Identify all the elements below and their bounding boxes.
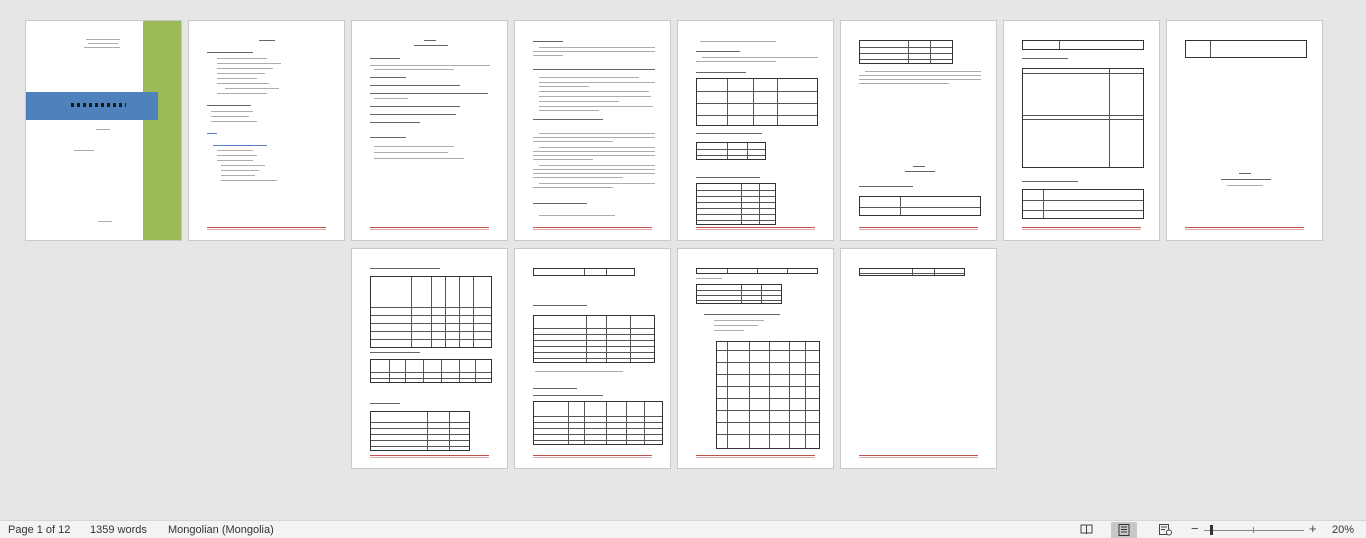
- page-thumbnail-5[interactable]: [677, 20, 834, 241]
- zoom-slider-thumb[interactable]: [1210, 525, 1213, 535]
- cover-title-band: [26, 92, 158, 120]
- print-layout-button[interactable]: [1111, 522, 1137, 538]
- page-thumbnail-3[interactable]: [351, 20, 508, 241]
- page-thumbnail-9[interactable]: [351, 248, 508, 469]
- web-layout-button[interactable]: [1152, 522, 1178, 538]
- page-thumbnail-10[interactable]: [514, 248, 671, 469]
- page-layout-icon: [1118, 524, 1130, 536]
- page-thumbnail-8[interactable]: [1166, 20, 1323, 241]
- word-count[interactable]: 1359 words: [90, 524, 147, 536]
- page-indicator[interactable]: Page 1 of 12: [8, 524, 71, 536]
- zoom-slider[interactable]: [1204, 530, 1304, 531]
- zoom-level[interactable]: 20%: [1332, 524, 1355, 536]
- page-thumbnail-11[interactable]: [677, 248, 834, 469]
- cover-green-band: [143, 21, 181, 240]
- language-indicator[interactable]: Mongolian (Mongolia): [168, 524, 274, 536]
- status-bar: [0, 520, 1366, 538]
- read-mode-button[interactable]: [1073, 522, 1099, 538]
- page-thumbnail-2[interactable]: [188, 20, 345, 241]
- page-thumbnail-1[interactable]: [25, 20, 182, 241]
- page-thumbnail-6[interactable]: [840, 20, 997, 241]
- zoom-slider-center-tick: [1253, 527, 1254, 533]
- zoom-out-button[interactable]: −: [1191, 521, 1199, 536]
- page-thumbnail-7[interactable]: [1003, 20, 1160, 241]
- page-thumbnail-12[interactable]: [840, 248, 997, 469]
- zoom-in-button[interactable]: +: [1309, 521, 1317, 536]
- page-thumbnail-4[interactable]: [514, 20, 671, 241]
- web-layout-icon: [1159, 524, 1172, 536]
- book-icon: [1080, 524, 1093, 535]
